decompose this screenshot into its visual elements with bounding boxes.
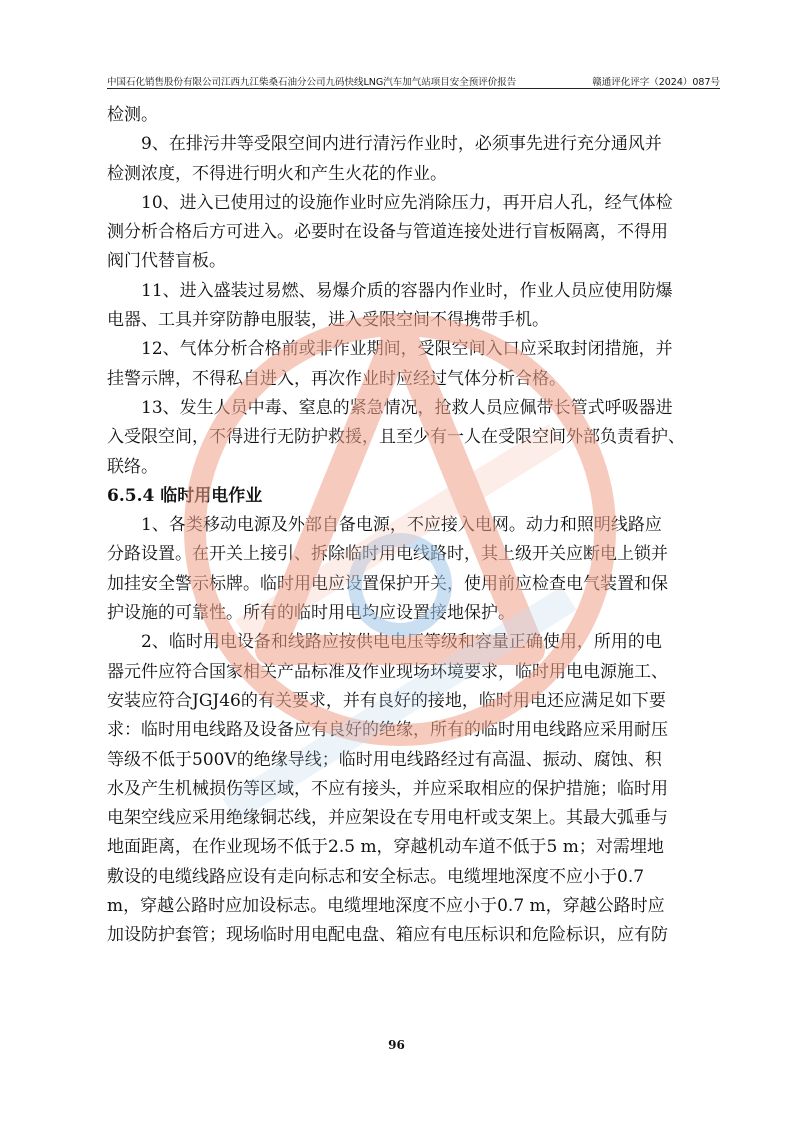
document-body: [107, 101, 720, 951]
text-line: 测分析合格后方可进入。必要时在设备与管道连接处进行盲板隔离，不得用: [107, 222, 668, 243]
text-line: 13、发生人员中毒、窒息的紧急情况，抢救人员应佩带长管式呼吸器进: [141, 397, 673, 418]
text-line: 挂警示牌，不得私自进入，再次作业时应经过气体分析合格。: [107, 368, 566, 389]
text-line: 加设防护套管；现场临时用电配电盘、箱应有电压标识和危险标识，应有防: [107, 925, 668, 946]
text-line: 12、气体分析合格前或非作业期间，受限空间入口应采取封闭措施，并: [141, 339, 673, 360]
header-report-title: 中国石化销售股份有限公司江西九江柴桑石油分公司九码快线LNG汽车加气站项目安全预评价报告: [107, 77, 517, 88]
text-line: 阀门代替盲板。: [107, 251, 226, 272]
text-line: m，穿越公路时应加设标志。电缆埋地深度不应小于0.7 m，穿越公路时应: [107, 896, 665, 917]
text-line: 安装应符合JGJ46的有关要求，并有良好的接地，临时用电还应满足如下要: [107, 690, 666, 711]
text-line: 1、各类移动电源及外部自备电源，不应接入电网。动力和照明线路应: [141, 515, 662, 536]
text-line: 检测。: [107, 105, 158, 125]
text-line: 加挂安全警示标牌。临时用电应设置保护开关，使用前应检查电气装置和保: [107, 573, 668, 594]
text-line: 入受限空间，不得进行无防护救援，且至少有一人在受限空间外部负责看护、: [107, 427, 685, 448]
text-line: 求：临时用电线路及设备应有良好的绝缘，所有的临时用电线路应采用耐压: [107, 720, 668, 741]
text-line: 敷设的电缆线路应设有走向标志和安全标志。电缆埋地深度不应小于0.7: [107, 866, 645, 887]
text-line: 9、在排污井等受限空间内进行清污作业时，必须事先进行充分通风并: [141, 134, 662, 155]
text-line: 2、临时用电设备和线路应按供电电压等级和容量正确使用，所用的电: [141, 632, 662, 653]
header-divider: [107, 88, 720, 89]
page-number: 96: [388, 1038, 405, 1052]
page-header: [107, 70, 720, 88]
text-line: 护设施的可靠性。所有的临时用电均应设置接地保护。: [107, 603, 515, 624]
text-line: 联络。: [107, 456, 158, 477]
text-line: 水及产生机械损伤等区域，不应有接头，并应采取相应的保护措施；临时用: [107, 778, 668, 799]
text-line: 11、进入盛装过易燃、易爆介质的容器内作业时，作业人员应使用防爆: [141, 280, 673, 301]
header-report-number: 赣通评化评字（2024）087号: [592, 77, 720, 88]
text-line: 10、进入已使用过的设施作业时应先消除压力，再开启人孔，经气体检: [141, 192, 673, 213]
text-line: 分路设置。在开关上接引、拆除临时用电线路时，其上级开关应断电上锁并: [107, 544, 668, 565]
text-line: 器元件应符合国家相关产品标准及作业现场环境要求，临时用电电源施工、: [107, 661, 668, 682]
text-line: 检测浓度，不得进行明火和产生火花的作业。: [107, 163, 447, 184]
text-line: 地面距离，在作业现场不低于2.5 m，穿越机动车道不低于5 m；对需埋地: [107, 837, 664, 858]
text-line: 电架空线应采用绝缘铜芯线，并应架设在专用电杆或支架上。其最大弧垂与: [107, 808, 668, 829]
text-line: 电器、工具并穿防静电服装，进入受限空间不得携带手机。: [107, 310, 549, 331]
section-heading: 6.5.4 临时用电作业: [107, 485, 263, 506]
text-line: 等级不低于500V的绝缘导线；临时用电线路经过有高温、振动、腐蚀、积: [107, 749, 662, 770]
